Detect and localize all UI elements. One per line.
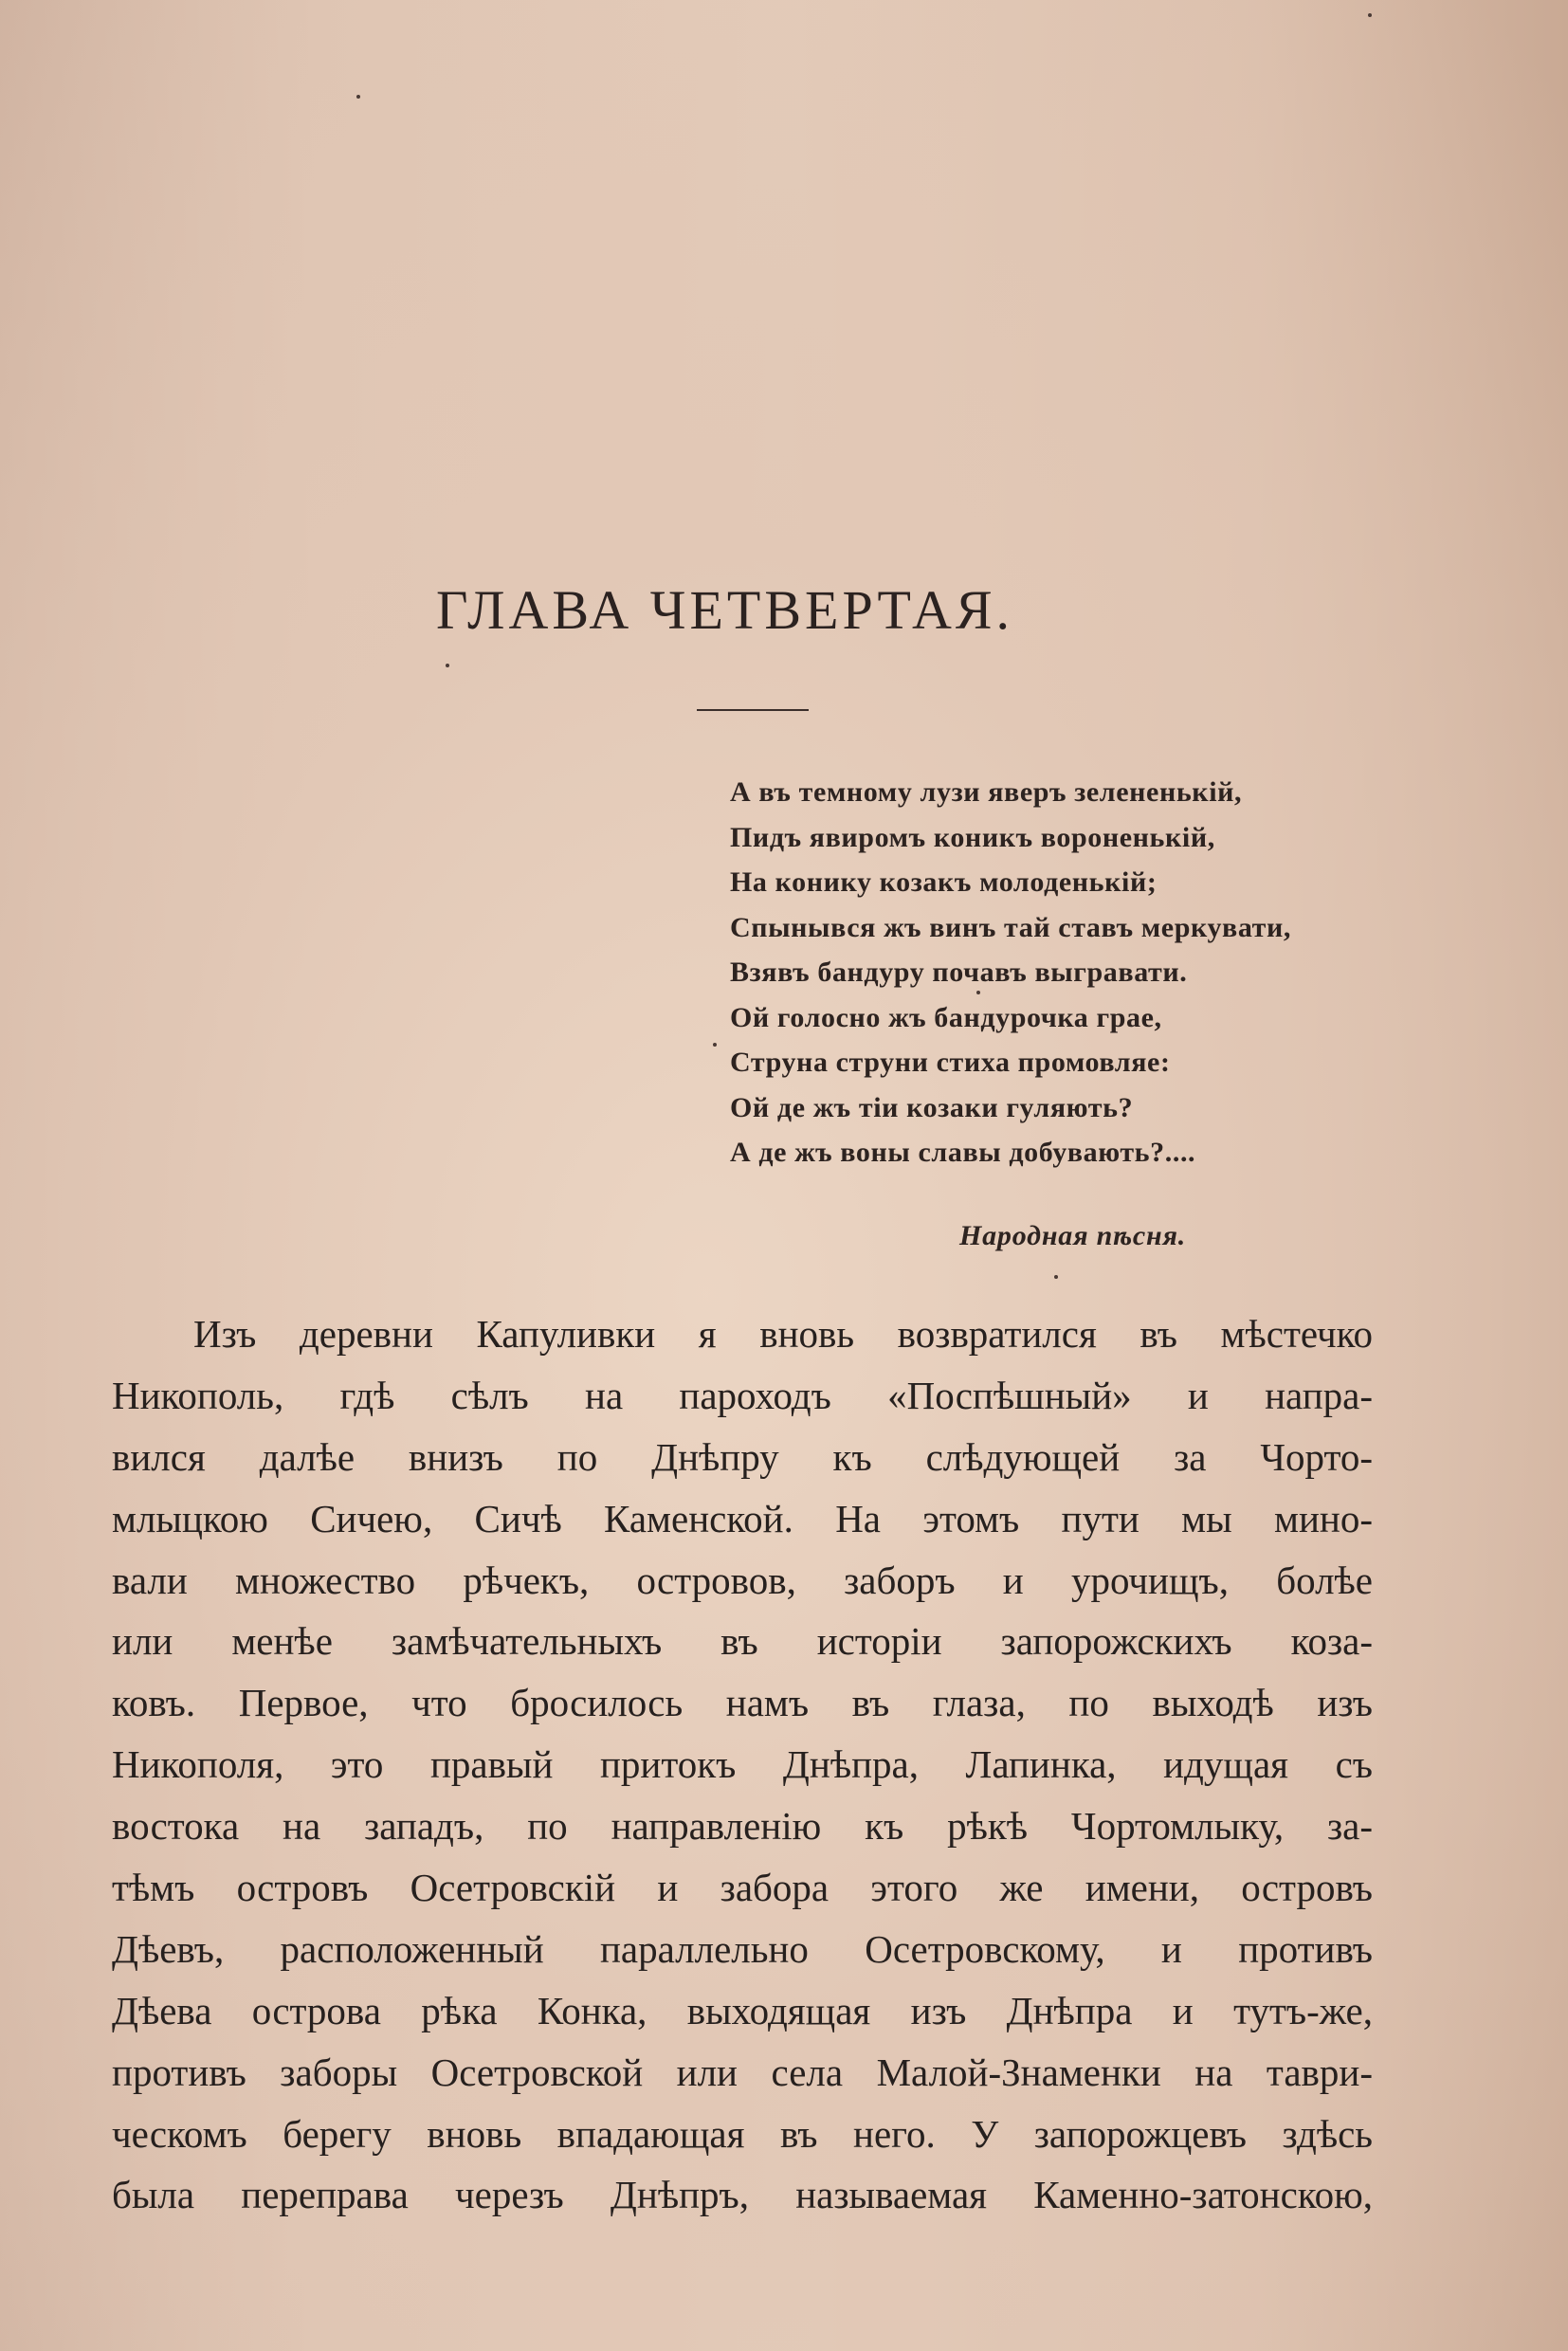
epigraph-line: А де жъ воны славы добувають?.... [730, 1137, 1196, 1168]
body-line: была переправа черезъ Днѣпръ, называемая Каменно-затонскою, [112, 2173, 1373, 2217]
epigraph-line: Ой де жъ тіи козаки гуляють? [730, 1091, 1134, 1123]
epigraph-line: Ой голосно жъ бандурочка грае, [730, 1001, 1162, 1033]
epigraph-line: Спынывся жъ винъ тай ставъ меркувати, [730, 911, 1291, 943]
body-line: Никополя, это правый притокъ Днѣпра, Лапинка, идущая съ [112, 1742, 1373, 1787]
body-line: Дѣевъ, расположенный параллельно Осетровскому, и противъ [112, 1926, 1373, 1971]
epigraph-line: На конику козакъ молоденькій; [730, 866, 1158, 898]
body-line: или менѣе замѣчательныхъ въ исторіи запорожскихъ коза- [112, 1619, 1373, 1664]
body-line: Никополь, гдѣ сѣлъ на пароходъ «Поспѣшный» и напра- [112, 1373, 1373, 1417]
epigraph-line: Пидъ явиромъ коникъ вороненькій, [730, 821, 1215, 853]
body-line: востока на западъ, по направленію къ рѣкѣ Чортомлыку, за- [112, 1804, 1373, 1849]
paper-speck [1054, 1275, 1058, 1279]
body-line: вился далѣе внизъ по Днѣпру къ слѣдующей за Чорто- [112, 1434, 1373, 1479]
epigraph-line: Струна струни стиха промовляе: [730, 1047, 1171, 1078]
epigraph-line: Взявъ бандуру почавъ выгравати. [730, 957, 1188, 988]
body-line: противъ заборы Осетровской или села Малой-Знаменки на таври- [112, 2050, 1373, 2094]
body-line: Дѣева острова рѣка Конка, выходящая изъ Днѣпра и тутъ-же, [112, 1988, 1373, 2032]
body-line: ческомъ берегу вновь впадающая въ него. У запорожцевъ здѣсь [112, 2111, 1373, 2156]
epigraph-source: Народная пѣсня. [959, 1220, 1187, 1251]
body-line: тѣмъ островъ Осетровскій и забора этого же имени, островъ [112, 1866, 1373, 1910]
chapter-title: ГЛАВА ЧЕТВЕРТАЯ. [436, 579, 1014, 641]
paper-speck [1368, 13, 1372, 17]
body-line: ковъ. Первое, что бросилось намъ въ глаза, по выходѣ изъ [112, 1681, 1373, 1725]
title-divider [697, 709, 809, 711]
body-line: Изъ деревни Капуливки я вновь возвратился въ мѣстечко [193, 1312, 1373, 1356]
epigraph-line: А въ темному лузи яверъ зелененькій, [730, 776, 1243, 808]
paper-speck [976, 991, 980, 994]
body-line: млыцкою Сичею, Сичѣ Каменской. На этомъ пути мы мино- [112, 1496, 1373, 1540]
paper-speck [356, 95, 360, 99]
epigraph [730, 770, 1394, 1176]
body-line: вали множество рѣчекъ, островов, заборъ и урочищъ, болѣе [112, 1558, 1373, 1602]
paper-speck [713, 1043, 717, 1047]
paper-speck [446, 664, 449, 667]
body-text [112, 1303, 1373, 2226]
